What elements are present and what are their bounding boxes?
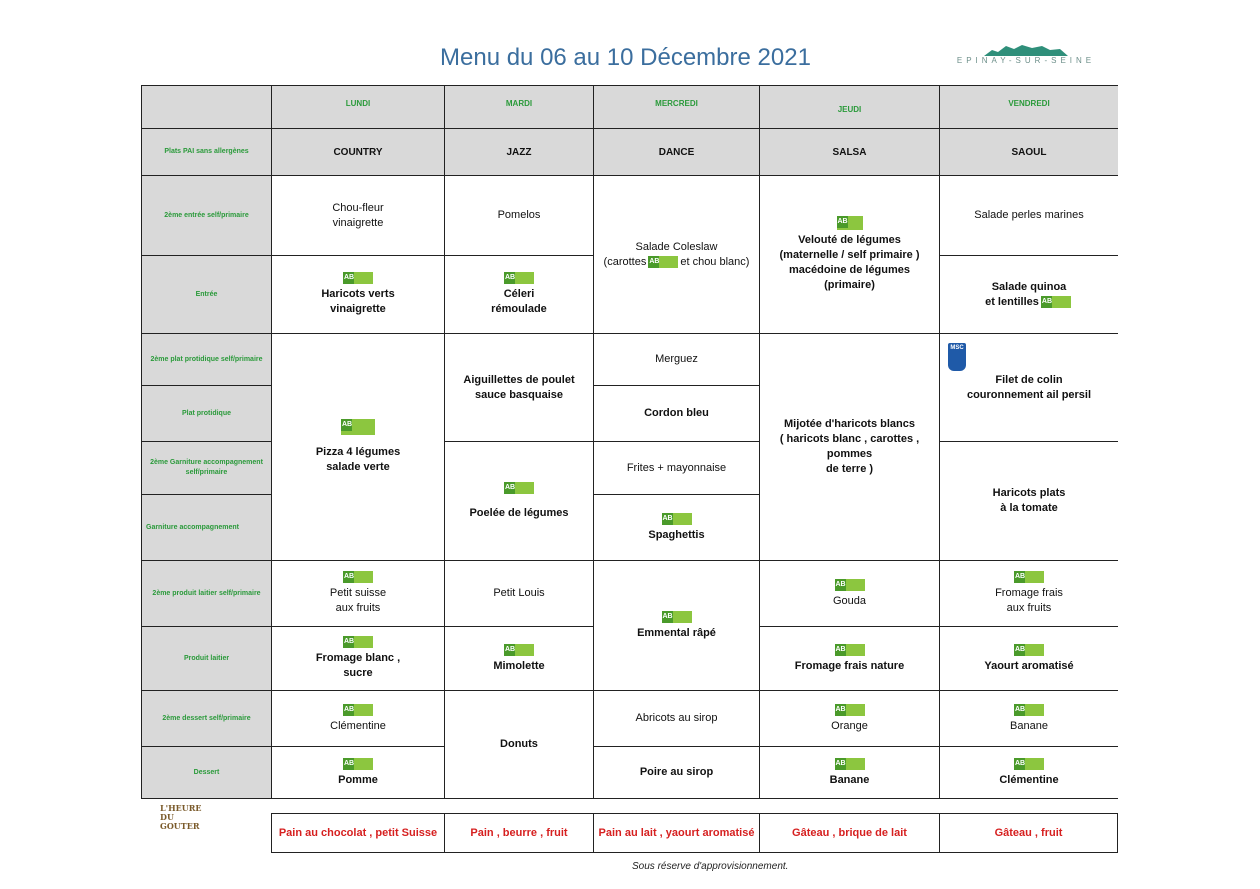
row-label: Plat protidique [142, 386, 272, 442]
bio-label-icon [835, 758, 865, 770]
bio-label-icon [341, 419, 375, 435]
row-label: 2ème entrée self/primaire [142, 176, 272, 256]
lundi-plat: AB Pizza 4 légumes salade verte [272, 334, 445, 561]
jeudi-dessert: AB Banane [760, 747, 940, 799]
vendredi-laitier2: AB Fromage frais aux fruits [940, 561, 1118, 627]
day-header: JEUDI [760, 86, 940, 129]
lundi-laitier2: AB Petit suisse aux fruits [272, 561, 445, 627]
bio-label-icon [343, 758, 373, 770]
bio-label-icon [504, 644, 534, 656]
theme-cell: COUNTRY [272, 129, 445, 176]
bio-label-icon [662, 611, 692, 623]
mercredi-plat2: Merguez [594, 334, 760, 386]
mardi-laitier2: Petit Louis [445, 561, 594, 627]
corner-cell [142, 86, 272, 129]
bio-label-icon [343, 571, 373, 583]
snack-row [271, 813, 1118, 853]
mardi-entree2: Pomelos [445, 176, 594, 256]
mercredi-laitier: AB Emmental râpé [594, 561, 760, 691]
day-header: LUNDI [272, 86, 445, 129]
menu-table [141, 85, 1118, 799]
row-label: 2ème plat protidique self/primaire [142, 334, 272, 386]
row-label: 2ème dessert self/primaire [142, 691, 272, 747]
gouter-logo [156, 801, 210, 831]
jeudi-laitier: AB Fromage frais nature [760, 627, 940, 691]
bio-label-icon [835, 704, 865, 716]
row-label: Dessert [142, 747, 272, 799]
themes-label: Plats PAI sans allergènes [142, 129, 272, 176]
vendredi-dessert: AB Clémentine [940, 747, 1118, 799]
bio-label-icon [343, 636, 373, 648]
mercredi-garniture: AB Spaghettis [594, 495, 760, 561]
theme-cell: DANCE [594, 129, 760, 176]
mercredi-dessert: Poire au sirop [594, 747, 760, 799]
jeudi-entree: AB Velouté de légumes (maternelle / self primaire ) macédoine de légumes (primaire) [760, 176, 940, 334]
day-header: MARDI [445, 86, 594, 129]
mercredi-entree: Salade Coleslaw (carottesAB et chou blanc) [594, 176, 760, 334]
jeudi-laitier2: AB Gouda [760, 561, 940, 627]
lundi-dessert: AB Pomme [272, 747, 445, 799]
mardi-laitier: AB Mimolette [445, 627, 594, 691]
mercredi-plat: Cordon bleu [594, 386, 760, 442]
snack-cell: Gâteau , brique de lait [760, 814, 940, 852]
gouter-logo-text: L'HEURE DU GOUTER [160, 803, 202, 831]
mardi-plat: Aiguillettes de poulet sauce basquaise [445, 334, 594, 442]
theme-cell: SAOUL [940, 129, 1118, 176]
logo-text: EPINAY-SUR-SEINE [956, 56, 1096, 65]
bio-label-icon [837, 216, 863, 230]
mardi-entree: AB Céleri rémoulade [445, 256, 594, 334]
bio-label-icon [835, 644, 865, 656]
vendredi-dessert2: AB Banane [940, 691, 1118, 747]
row-label: 2ème Garniture accompagnement self/primaire [142, 442, 272, 495]
jeudi-plat: Mijotée d'haricots blancs ( haricots blanc , carottes , pommes de terre ) [760, 334, 940, 561]
row-label: Produit laitier [142, 627, 272, 691]
row-label: Entrée [142, 256, 272, 334]
bio-label-icon [1014, 758, 1044, 770]
lundi-dessert2: AB Clémentine [272, 691, 445, 747]
row-label: 2ème produit laitier self/primaire [142, 561, 272, 627]
snack-cell: Pain , beurre , fruit [445, 814, 594, 852]
bio-label-icon [662, 513, 692, 525]
theme-cell: JAZZ [445, 129, 594, 176]
mercredi-dessert2: Abricots au sirop [594, 691, 760, 747]
vendredi-entree2: Salade perles marines [940, 176, 1118, 256]
bio-label-icon [648, 256, 678, 268]
bio-label-icon [504, 482, 534, 494]
snack-cell: Pain au chocolat , petit Suisse [272, 814, 445, 852]
bio-label-icon [1014, 571, 1044, 583]
mardi-garniture: AB Poelée de légumes [445, 442, 594, 561]
bio-label-icon [343, 704, 373, 716]
city-logo [944, 44, 1108, 68]
day-header: MERCREDI [594, 86, 760, 129]
skyline-icon [984, 44, 1068, 56]
bio-label-icon [1041, 296, 1071, 308]
bio-label-icon [1014, 704, 1044, 716]
msc-label-icon: MSC [948, 343, 966, 371]
snack-cell: Gâteau , fruit [994, 827, 1063, 839]
supply-note: Sous réserve d'approvisionnement. [632, 861, 789, 872]
mercredi-garniture2: Frites + mayonnaise [594, 442, 760, 495]
vendredi-entree: Salade quinoa et lentillesAB [940, 256, 1118, 334]
bio-label-icon [343, 272, 373, 284]
lundi-entree2: Chou-fleur vinaigrette [272, 176, 445, 256]
vendredi-garniture: Haricots plats à la tomate [940, 442, 1118, 561]
bio-label-icon [835, 579, 865, 591]
bio-label-icon [504, 272, 534, 284]
page-title: Menu du 06 au 10 Décembre 2021 [440, 44, 811, 71]
theme-cell: SALSA [760, 129, 940, 176]
mardi-dessert: Donuts [445, 691, 594, 799]
row-label: Garniture accompagnement [142, 495, 272, 561]
day-header: VENDREDI [940, 86, 1118, 129]
vendredi-plat: Filet de colin couronnement ail persil [940, 334, 1118, 442]
jeudi-dessert2: AB Orange [760, 691, 940, 747]
lundi-entree: AB Haricots verts vinaigrette [272, 256, 445, 334]
lundi-laitier: AB Fromage blanc , sucre [272, 627, 445, 691]
snack-cell: Pain au lait , yaourt aromatisé [594, 814, 760, 852]
bio-label-icon [1014, 644, 1044, 656]
vendredi-laitier: AB Yaourt aromatisé [940, 627, 1118, 691]
